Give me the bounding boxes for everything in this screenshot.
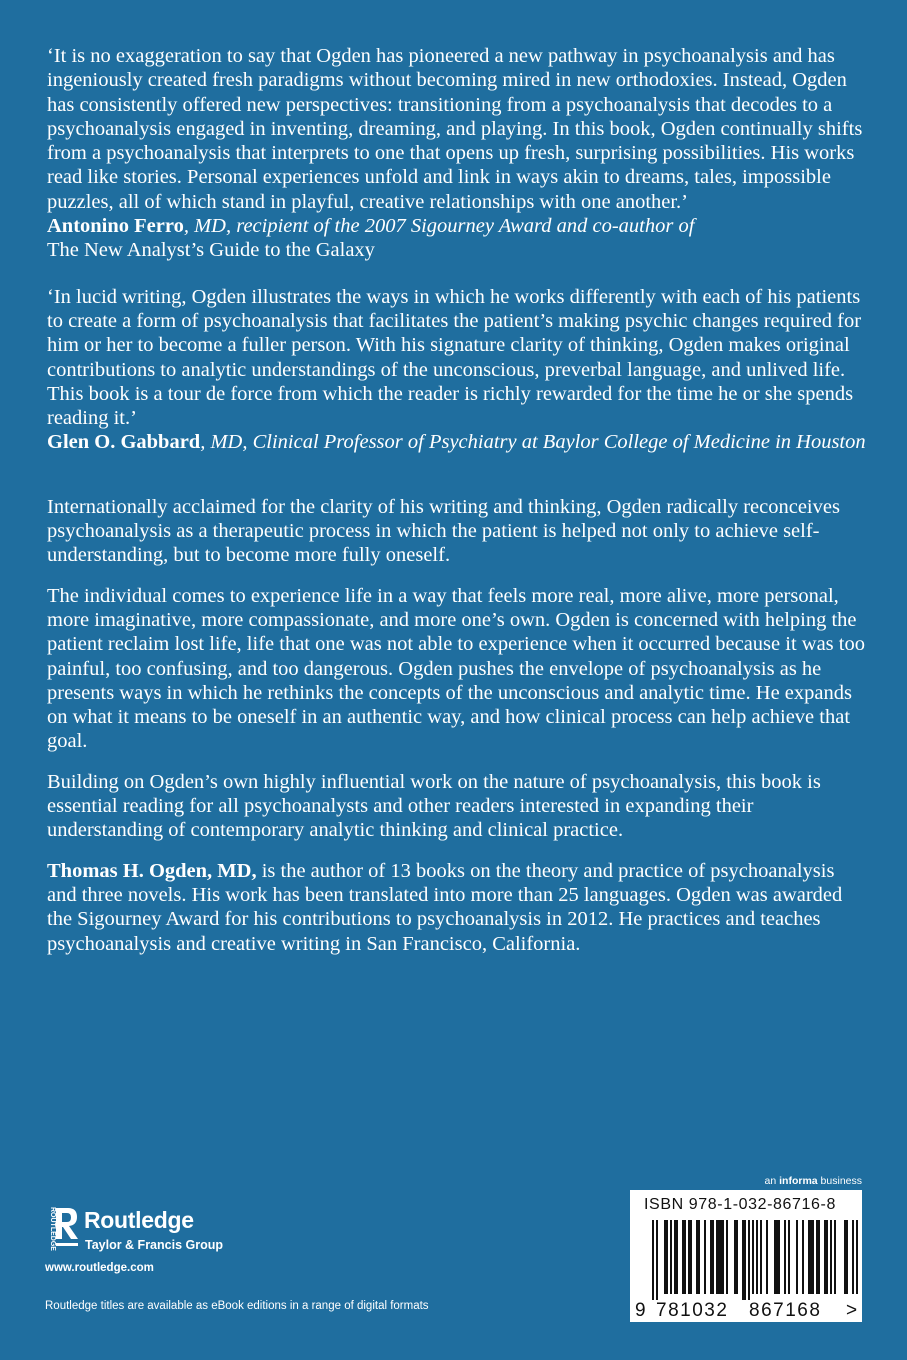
barcode-bar xyxy=(656,1220,658,1300)
barcode-bar xyxy=(720,1220,722,1294)
barcode-bar xyxy=(744,1220,746,1300)
barcode-end-mark: > xyxy=(846,1300,858,1321)
barcode-bar xyxy=(664,1220,666,1294)
barcode-bar xyxy=(736,1220,738,1294)
barcode-bar xyxy=(676,1220,678,1294)
barcode-bar xyxy=(826,1220,828,1294)
barcode-bar xyxy=(818,1220,820,1294)
barcode xyxy=(630,1218,862,1322)
barcode-bar xyxy=(734,1220,736,1294)
barcode-bar xyxy=(698,1220,700,1294)
attribution-ferro xyxy=(47,214,867,263)
barcode-bar xyxy=(674,1220,676,1294)
barcode-bar xyxy=(788,1220,790,1294)
barcode-bar xyxy=(774,1220,776,1294)
informa-brand: informa xyxy=(779,1175,818,1187)
quote-ferro: ‘It is no exaggeration to say that Ogden has pioneered a new pathway in psychoanalysis and has ingeniously created fresh paradigms without becoming mired in new orthodoxies. Instead, Ogden has consistently offered new perspectives: transitioning from a psychoanalysis that decodes to a psychoanalysis engaged in inventing, dreaming, and playing. In this book, Ogden continually shifts from a psychoanalysis that interprets to one that opens up fresh, surprising possibilities. His works read like stories. Personal experiences unfold and link in ways akin to dreams, tales, impossible puzzles, all of which stand in playful, creative relationships with one another.’ xyxy=(47,45,863,213)
barcode-bar xyxy=(802,1220,804,1294)
barcode-bar xyxy=(752,1220,754,1294)
barcode-digits-right: 867168 xyxy=(749,1300,822,1321)
barcode-bar xyxy=(742,1220,744,1300)
barcode-bar xyxy=(856,1220,858,1294)
barcode-bar xyxy=(808,1220,810,1294)
barcode-bar xyxy=(726,1220,728,1294)
barcode-bar xyxy=(756,1220,758,1294)
barcode-bar xyxy=(852,1220,854,1294)
publisher-logo xyxy=(42,1205,342,1265)
barcode-bar xyxy=(718,1220,720,1294)
quote-gabbard: ‘In lucid writing, Ogden illustrates the ways in which he works differently with each of his patients to create a form of psychoanalysis that facilitates the patient’s making psychic changes required for him or her to become a fuller person. With his signature clarity of thinking, Ogden makes original contributions to analytic understandings of the unconscious, preverbal language, and unlived life. This book is a tour de force from which the reader is richly rewarded for the time he or she spends reading it.’ xyxy=(47,285,862,430)
barcode-bar xyxy=(696,1220,698,1294)
barcode-bar xyxy=(760,1220,762,1294)
ebook-footnote: Routledge titles are available as eBook editions in a range of digital formats xyxy=(45,1300,429,1312)
barcode-bar xyxy=(796,1220,798,1294)
barcode-bar xyxy=(710,1220,712,1294)
barcode-bar xyxy=(810,1220,812,1294)
barcode-bar xyxy=(812,1220,814,1294)
barcode-bar xyxy=(722,1220,724,1294)
isbn-label: ISBN 978-1-032-86716-8 xyxy=(644,1196,836,1213)
barcode-bar xyxy=(830,1220,832,1294)
routledge-logo-text: ROUTLEDGE xyxy=(49,1207,56,1251)
barcode-bar xyxy=(652,1220,654,1300)
barcode-bar xyxy=(776,1220,778,1294)
barcode-bar xyxy=(844,1220,846,1294)
barcode-bar xyxy=(690,1220,692,1294)
isbn-barcode-box xyxy=(630,1190,862,1322)
publisher-name: Routledge xyxy=(84,1207,194,1233)
barcode-bar xyxy=(766,1220,768,1294)
description-paragraph: The individual comes to experience life in a way that feels more real, more alive, more personal, more imaginative, more compassionate, and more one’s own. Ogden is concerned with helping the patient reclaim lost life, life that one was not able to experience when it occurred because it was too painful, too confusing, and too dangerous. Ogden pushes the envelope of psychoanalysis as he presents ways in which he rethinks the concepts of the unconscious and analytic time. He expands on what it means to be oneself in an authentic way, and how clinical process can help achieve that goal. xyxy=(47,584,865,753)
barcode-bar xyxy=(834,1220,836,1294)
bio-text: is the author of 13 books on the theory and practice of psychoanalysis and three novels. His work has been translated into more than 25 languages. Ogden was awarded the Sigourney Award for his contributions to psychoanalysis in 2012. He practices and teaches psychoanalysis and creative writing in San Francisco, California. xyxy=(47,859,843,955)
bio-name: Thomas H. Ogden, MD, xyxy=(47,859,257,882)
barcode-bar xyxy=(666,1220,668,1294)
description-paragraph: Internationally acclaimed for the clarity of his writing and thinking, Ogden radically reconceives psychoanalysis as a therapeutic process in which the patient is helped not only to achieve self-understanding, but to become more fully oneself. xyxy=(47,495,840,567)
barcode-digit-first: 9 xyxy=(635,1300,646,1321)
author-gabbard: Glen O. Gabbard xyxy=(47,431,201,454)
author-bio xyxy=(47,859,867,956)
credentials-ferro: , MD, recipient of the 2007 Sigourney Award and co-author of xyxy=(183,215,695,238)
attribution-gabbard xyxy=(47,430,867,454)
back-cover-text xyxy=(47,44,867,956)
description-paragraph: Building on Ogden’s own highly influential work on the nature of psychoanalysis, this book is essential reading for all psychoanalysts and other readers interested in expanding their understanding of contemporary analytic thinking and clinical practice. xyxy=(47,770,821,842)
routledge-logo-icon xyxy=(42,1205,80,1255)
barcode-bar xyxy=(704,1220,706,1294)
barcode-bar xyxy=(684,1220,686,1294)
publisher-group: Taylor & Francis Group xyxy=(85,1238,223,1252)
barcode-digits-left: 781032 xyxy=(656,1300,729,1321)
barcode-bar xyxy=(716,1220,718,1294)
barcode-bar xyxy=(670,1220,672,1294)
barcode-bar xyxy=(784,1220,786,1294)
barcode-bar xyxy=(816,1220,818,1294)
author-ferro: Antonino Ferro xyxy=(47,215,184,238)
informa-tagline: an informa business xyxy=(764,1175,862,1187)
work-title: The New Analyst’s Guide to the Galaxy xyxy=(47,239,375,262)
barcode-bar xyxy=(846,1220,848,1294)
barcode-bar xyxy=(824,1220,826,1294)
barcode-bar xyxy=(712,1220,714,1294)
barcode-bar xyxy=(748,1220,750,1300)
credentials-gabbard: , MD, Clinical Professor of Psychiatry at Baylor College of Medicine in Houston xyxy=(200,431,866,454)
barcode-bar xyxy=(778,1220,780,1294)
barcode-bar xyxy=(682,1220,684,1294)
publisher-url: www.routledge.com xyxy=(45,1262,154,1274)
barcode-bar xyxy=(688,1220,690,1294)
